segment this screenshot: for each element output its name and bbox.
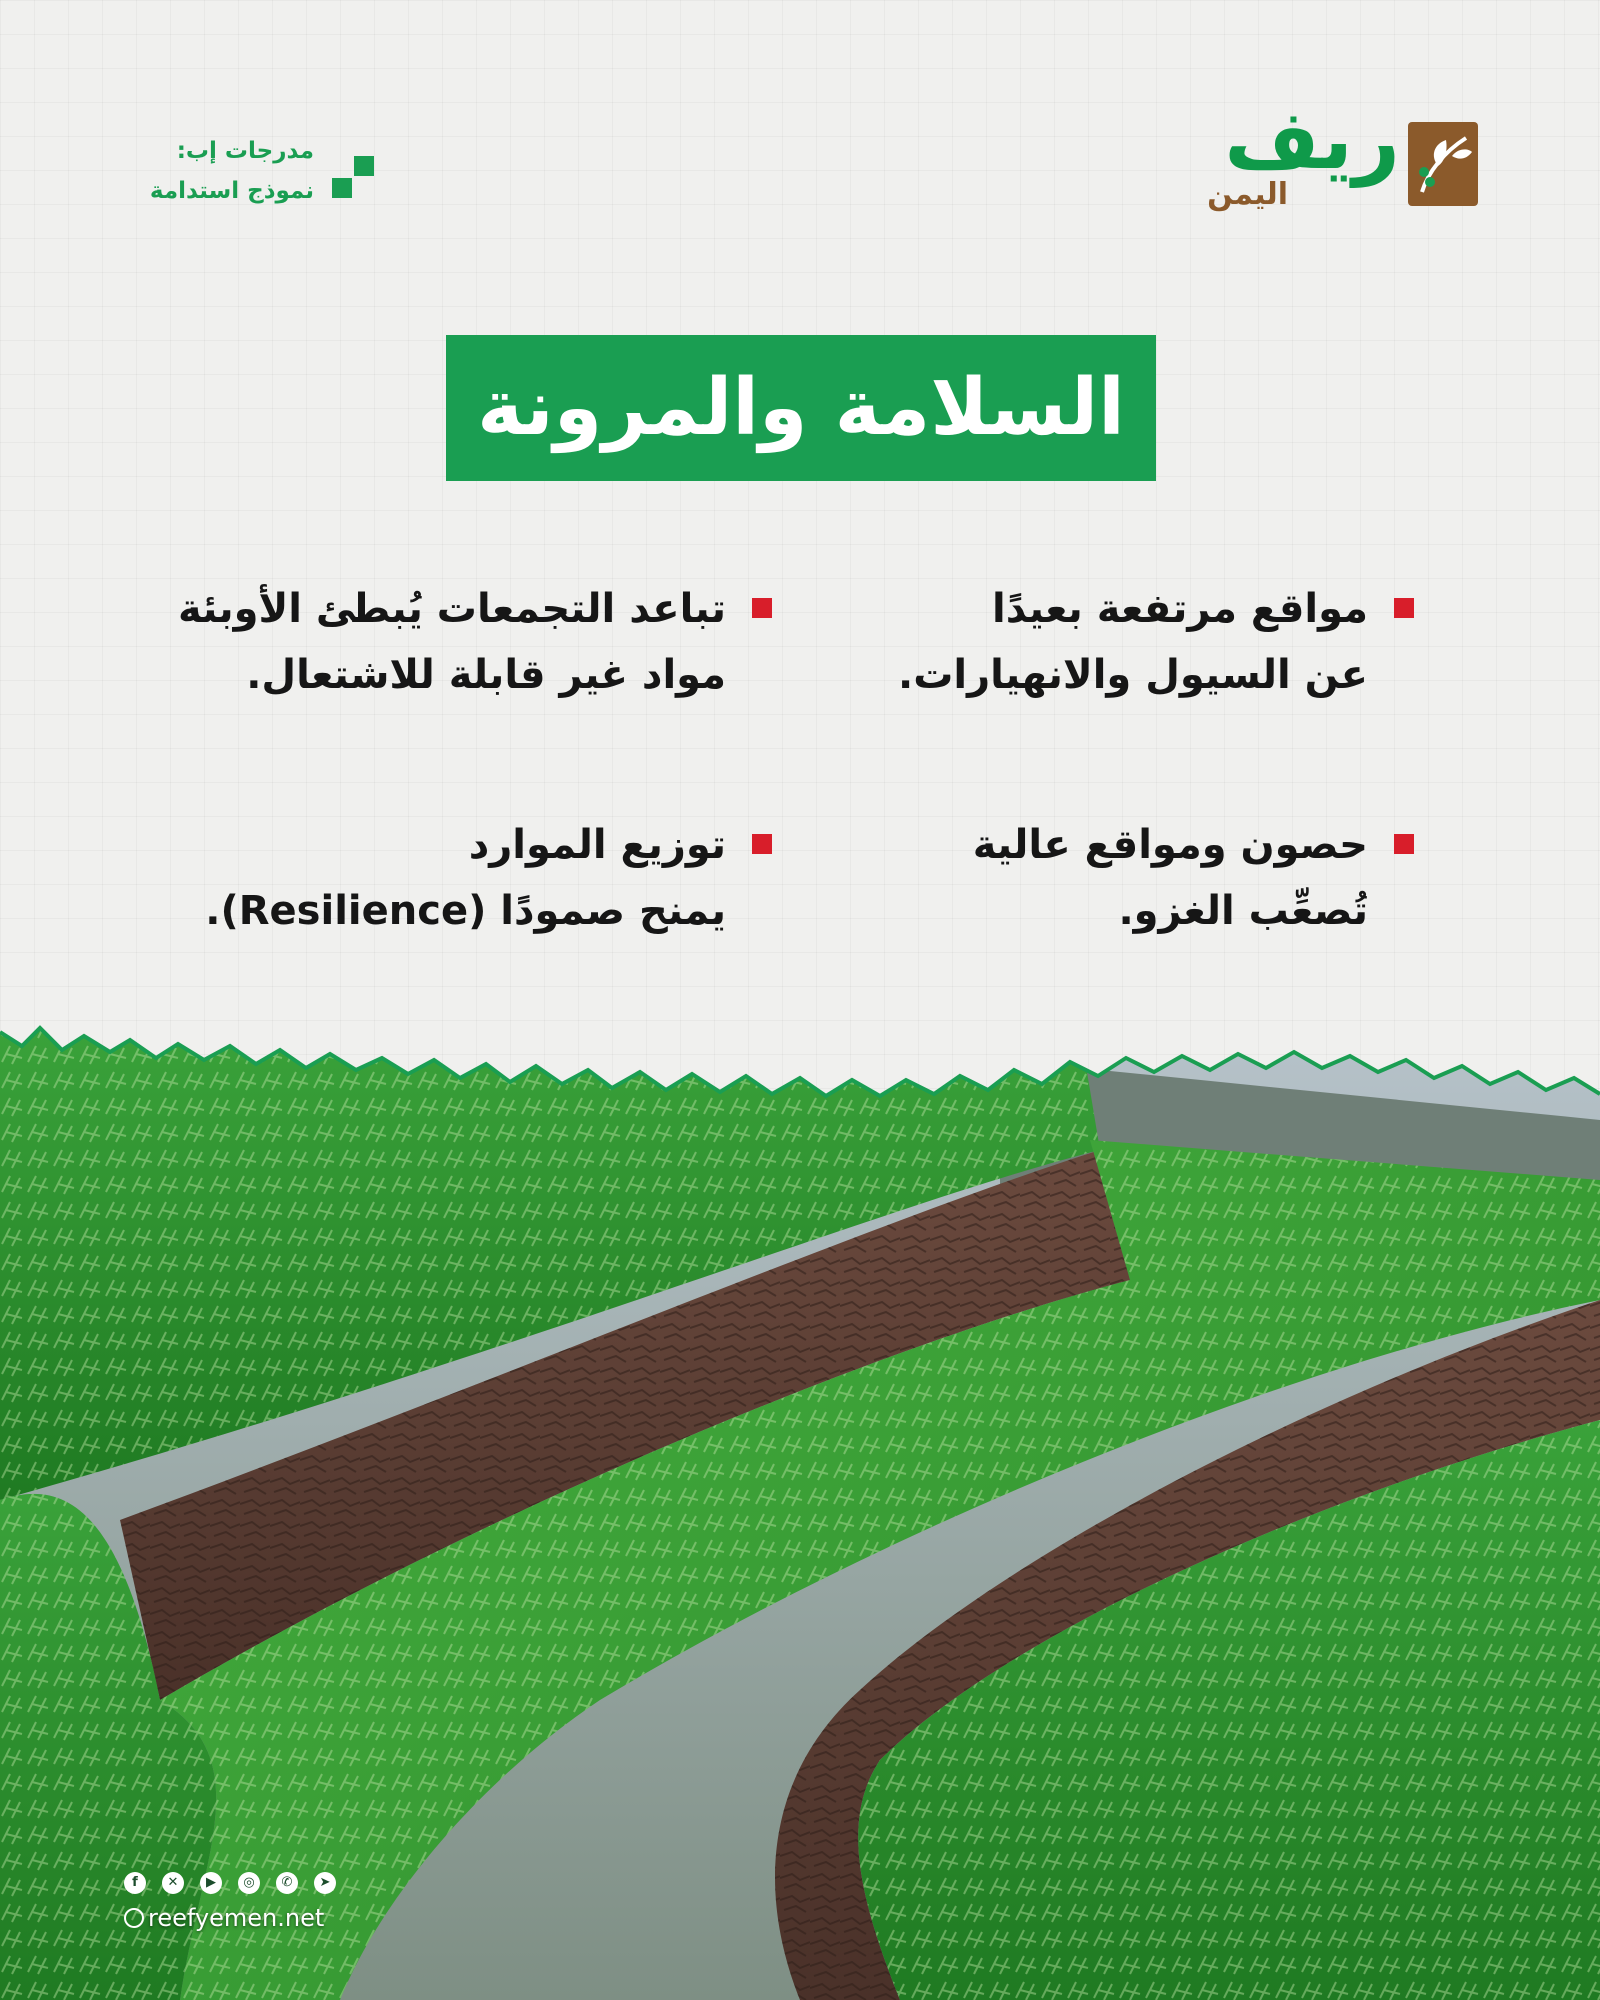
brand-logo	[1198, 93, 1478, 218]
bullet-line: تباعد التجمعات يُبطئ الأوبئة	[177, 586, 726, 632]
bullet-line: حصون ومواقع عالية	[972, 822, 1368, 868]
coffee-branch-icon	[1408, 122, 1478, 206]
title-banner	[446, 335, 1156, 481]
social-footer	[124, 1872, 424, 1942]
series-title: مدرجات إب:	[176, 138, 314, 164]
bullet-square-icon	[752, 598, 772, 618]
bullet-line: يمنح صمودًا (Resilience).	[205, 888, 726, 934]
website-url: reefyemen.net	[148, 1904, 325, 1932]
bullet-item	[814, 576, 1414, 708]
telegram-icon[interactable]: ➤	[314, 1872, 336, 1894]
bullet-item	[172, 812, 772, 944]
bullet-line: مواد غير قابلة للاشتعال.	[246, 652, 726, 698]
bullet-square-icon	[1394, 834, 1414, 854]
bullet-line: مواقع مرتفعة بعيدًا	[992, 586, 1368, 632]
bullet-item	[172, 576, 772, 708]
bullet-line: تُصعِّب الغزو.	[1118, 888, 1368, 934]
globe-icon	[124, 1908, 144, 1928]
logo-subtitle: اليمن	[1207, 177, 1288, 212]
bullet-line: عن السيول والانهيارات.	[898, 652, 1368, 698]
bullet-square-icon	[752, 834, 772, 854]
logo-wordmark: ريف	[1224, 93, 1400, 188]
instagram-icon[interactable]: ◎	[238, 1872, 260, 1894]
whatsapp-icon[interactable]: ✆	[276, 1872, 298, 1894]
squares-icon	[332, 156, 374, 198]
bullet-line: توزيع الموارد	[468, 822, 726, 868]
website-link[interactable]	[124, 1904, 324, 1932]
series-label	[124, 134, 374, 224]
bullet-square-icon	[1394, 598, 1414, 618]
x-icon[interactable]: ✕	[162, 1872, 184, 1894]
bullet-item	[814, 812, 1414, 944]
facebook-icon[interactable]: f	[124, 1872, 146, 1894]
youtube-icon[interactable]: ▶	[200, 1872, 222, 1894]
series-subtitle: نموذج استدامة	[149, 178, 314, 204]
page-title: السلامة والمرونة	[477, 363, 1125, 453]
